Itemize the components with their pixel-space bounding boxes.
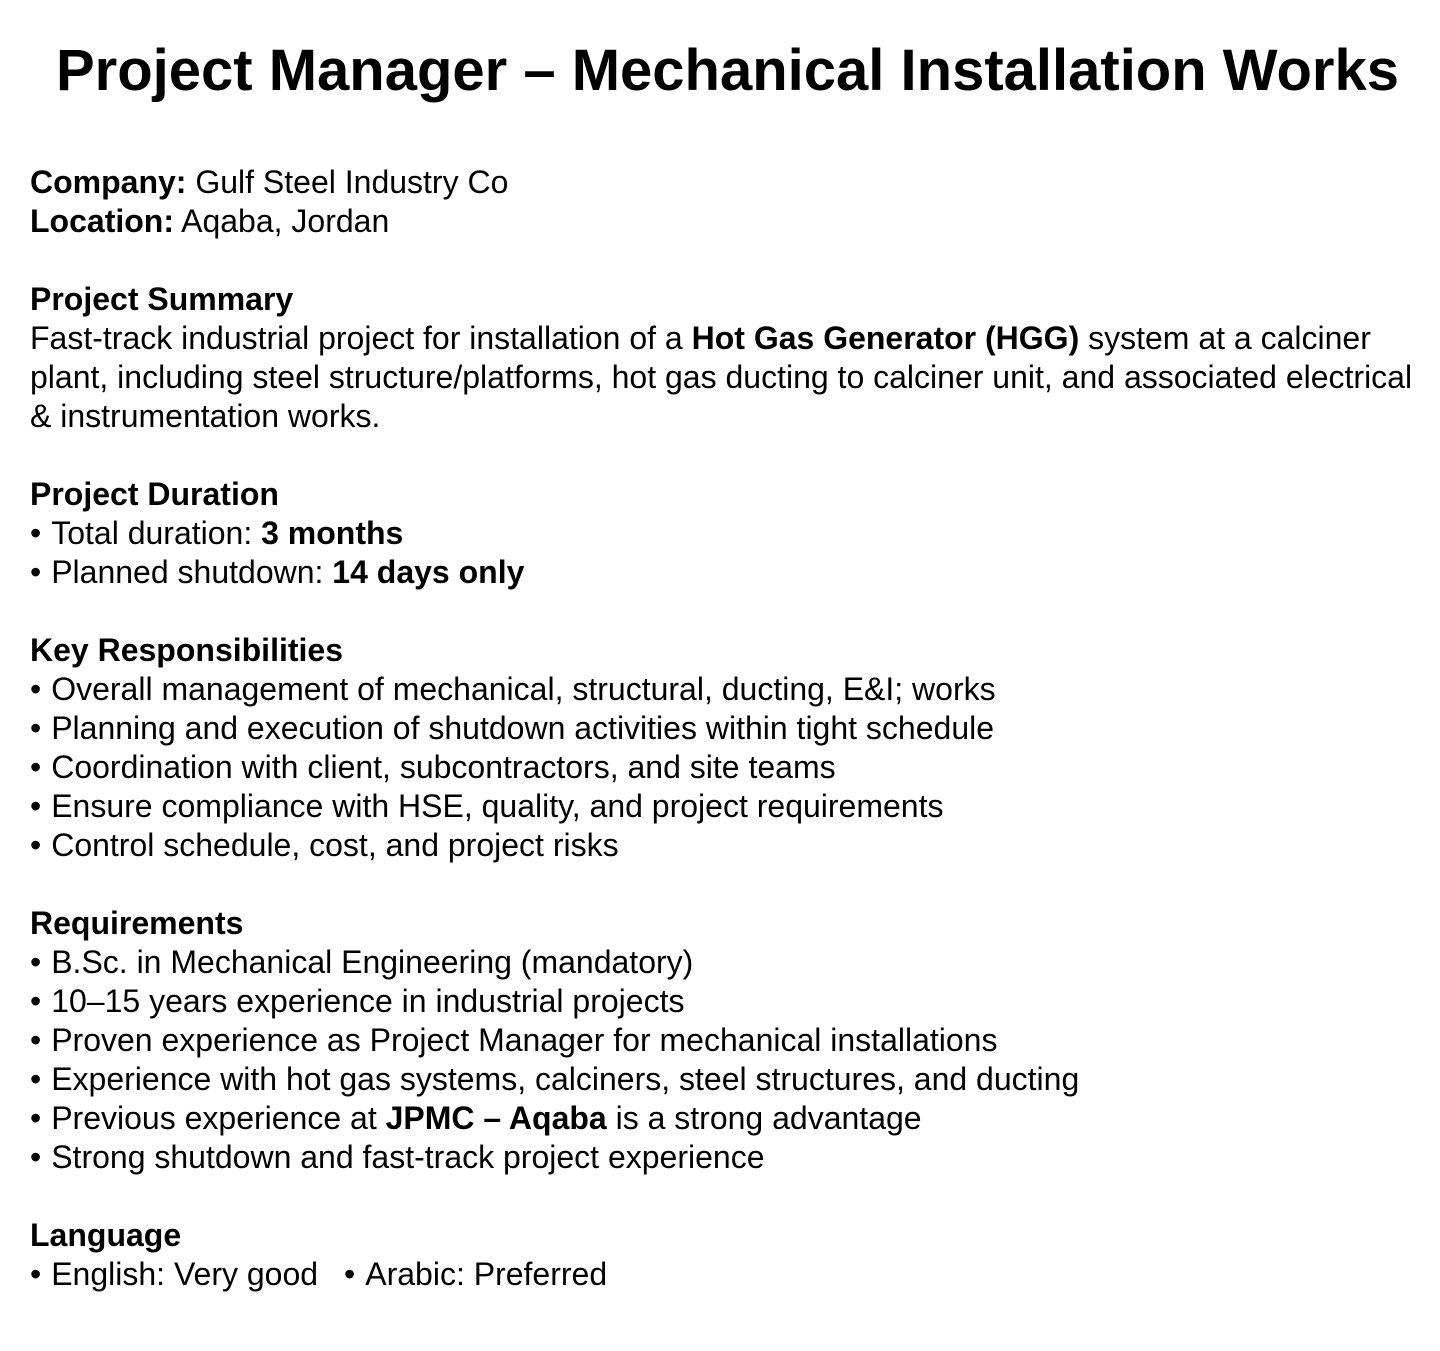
section-heading: Project Summary [30,281,294,317]
bullet-marker: • [30,1022,42,1058]
bullet-marker: • [30,827,42,863]
list-item [30,1138,1425,1177]
page-title: Project Manager – Mechanical Installation Works [55,38,1399,103]
list-item [30,1060,1425,1099]
section-heading: Language [30,1217,182,1253]
bullet-marker: • [344,1256,356,1292]
location-value: Aqaba, Jordan [181,203,390,239]
company-line [30,163,1425,202]
bullet-marker: • [30,1061,42,1097]
list-item-text: Control schedule, cost, and project risks [51,827,619,863]
list-item [30,709,1425,748]
list-item [30,748,1425,787]
language-english-text: English: Very good [51,1256,319,1292]
summary-paragraph [30,319,1425,436]
list-item-text: Strong shutdown and fast-track project experience [51,1139,765,1175]
list-item-text: Planning and execution of shutdown activities within tight schedule [51,710,995,746]
language-item-arabic [344,1256,607,1292]
language-item-english [30,1256,318,1292]
section-heading: Requirements [30,905,244,941]
section-heading: Project Duration [30,476,279,512]
bullet-marker: • [30,554,42,590]
language-line [30,1255,1425,1294]
requirement-text-highlight: JPMC – Aqaba [385,1100,607,1136]
company-value: Gulf Steel Industry Co [195,164,509,200]
duration-label: Total duration: [51,515,253,551]
bullet-marker: • [30,749,42,785]
section-project-summary [30,280,1425,436]
list-item [30,787,1425,826]
list-item-text: Coordination with client, subcontractors, and site teams [51,749,836,785]
bullet-marker: • [30,515,42,551]
list-item-text: Proven experience as Project Manager for mechanical installations [51,1022,998,1058]
list-item-text: B.Sc. in Mechanical Engineering (mandatory) [51,944,694,980]
requirement-text-pre: Previous experience at [51,1100,377,1136]
list-item-text: 10–15 years experience in industrial projects [51,983,685,1019]
section-heading: Key Responsibilities [30,632,343,668]
section-requirements [30,904,1425,1177]
summary-text-post: system at a calciner plant, including steel structure/platforms, hot gas ducting to calciner unit, and associated electrical & instrumentation works. [30,320,1413,434]
bullet-marker: • [30,1100,42,1136]
section-project-duration [30,475,1425,592]
requirement-text-post: is a strong advantage [615,1100,922,1136]
shutdown-value: 14 days only [332,554,525,590]
company-label: Company: [30,164,187,200]
list-item-text: Ensure compliance with HSE, quality, and project requirements [51,788,944,824]
bullet-marker: • [30,671,42,707]
list-item [30,514,1425,553]
list-item [30,1021,1425,1060]
section-key-responsibilities [30,631,1425,865]
list-item [30,982,1425,1021]
bullet-marker: • [30,1256,42,1292]
summary-text-pre: Fast-track industrial project for installation of a [30,320,683,356]
bullet-marker: • [30,710,42,746]
duration-value: 3 months [261,515,404,551]
summary-text-highlight: Hot Gas Generator (HGG) [691,320,1080,356]
language-arabic-text: Arabic: Preferred [365,1256,608,1292]
list-item [30,943,1425,982]
list-item [30,553,1425,592]
bullet-marker: • [30,983,42,1019]
meta-block [30,163,1425,241]
bullet-marker: • [30,1139,42,1175]
list-item [30,826,1425,865]
list-item [30,1099,1425,1138]
shutdown-label: Planned shutdown: [51,554,324,590]
location-line [30,202,1425,241]
list-item [30,670,1425,709]
list-item-text: Overall management of mechanical, structural, ducting, E&I; works [51,671,996,707]
bullet-marker: • [30,944,42,980]
location-label: Location: [30,203,174,239]
section-language [30,1216,1425,1294]
bullet-marker: • [30,788,42,824]
list-item-text: Experience with hot gas systems, calciners, steel structures, and ducting [51,1061,1080,1097]
